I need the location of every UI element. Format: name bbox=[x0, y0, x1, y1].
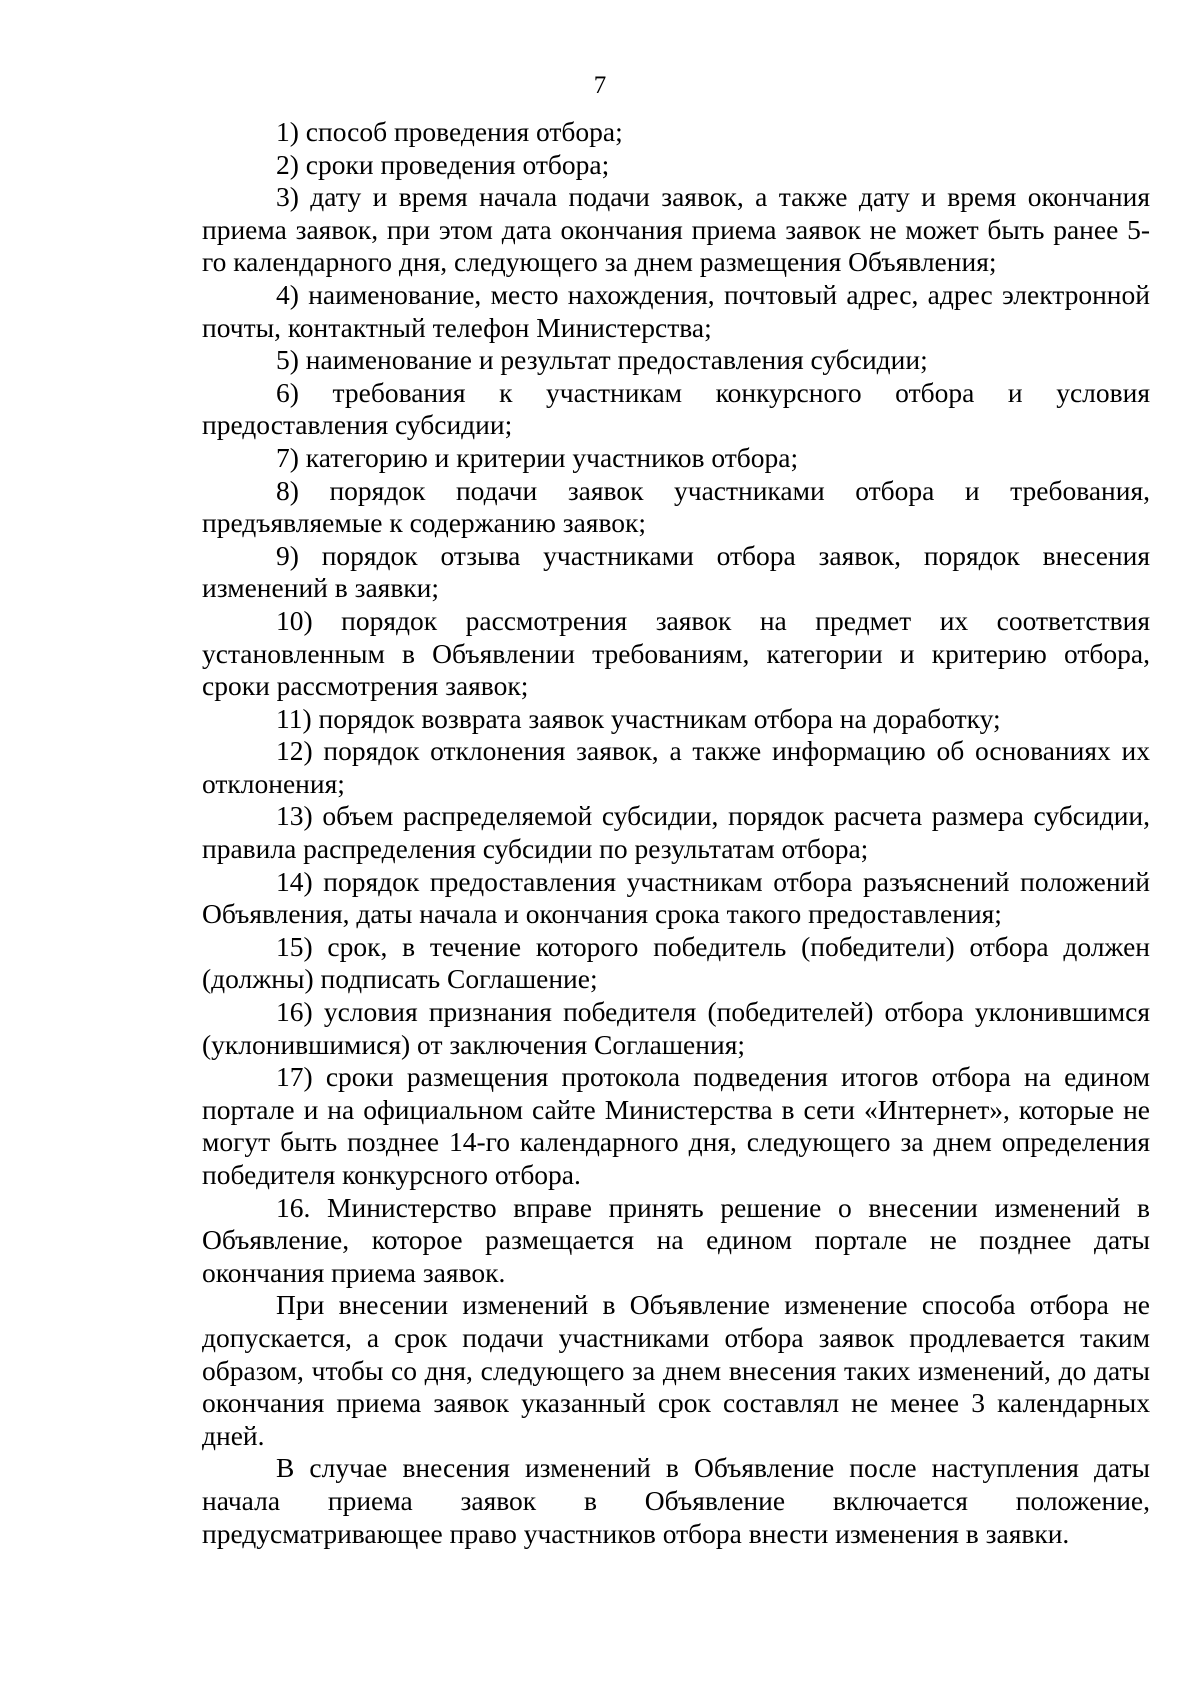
list-item-2: 2) сроки проведения отбора; bbox=[276, 148, 610, 180]
clause-16: 16. Министерство вправе принять решение о внесении изменений в Объявление, которое размещается на едином портале не позднее даты окончания приема заявок. bbox=[202, 1191, 1150, 1288]
list-item-1: 1) способ проведения отбора; bbox=[276, 116, 623, 147]
list-item-13: 13) объем распределяемой субсидии, порядок расчета размера субсидии, правила распределения субсидии по результатам отбора; bbox=[202, 800, 1150, 865]
body-paragraph: В случае внесения изменений в Объявление после наступления даты начала приема заявок в Объявление включается положение, предусматривающее право участников отбора внести изменения в заявки. bbox=[202, 1452, 1150, 1549]
list-item-15: 15) срок, в течение которого победитель (победители) отбора должен (должны) подписать Соглашение; bbox=[202, 930, 1150, 995]
list-item-16: 16) условия признания победителя (победителей) отбора уклонившимся (уклонившимися) от заключения Соглашения; bbox=[202, 996, 1150, 1060]
list-item-14: 14) порядок предоставления участникам отбора разъяснений положений Объявления, даты начала и окончания срока такого предоставления; bbox=[202, 865, 1150, 930]
page-number: 7 bbox=[593, 72, 607, 99]
document-body bbox=[202, 116, 1150, 1550]
list-item-11: 11) порядок возврата заявок участникам отбора на доработку; bbox=[276, 702, 1001, 734]
list-item-9: 9) порядок отзыва участниками отбора заявок, порядок внесения изменений в заявки; bbox=[202, 539, 1150, 604]
list-item-10: 10) порядок рассмотрения заявок на предмет их соответствия установленным в Объявлении требованиям, категории и критерию отбора, сроки рассмотрения заявок; bbox=[202, 604, 1150, 702]
list-item-8: 8) порядок подачи заявок участниками отбора и требования, предъявляемые к содержанию заявок; bbox=[202, 474, 1150, 539]
list-item-17: 17) сроки размещения протокола подведения итогов отбора на едином портале и на официальном сайте Министерства в сети «Интернет», которые не могут быть позднее 14-го календарного дня, следующего за днем определения победителя конкурсного отбора. bbox=[202, 1061, 1150, 1190]
list-item-6: 6) требования к участникам конкурсного отбора и условия предоставления субсидии; bbox=[202, 376, 1150, 441]
list-item-4: 4) наименование, место нахождения, почтовый адрес, адрес электронной почты, контактный телефон Министерства; bbox=[202, 278, 1150, 343]
body-paragraph: При внесении изменений в Объявление изменение способа отбора не допускается, а срок подачи участниками отбора заявок продлевается таким образом, чтобы со дня, следующего за днем внесения таких изменений, до даты окончания приема заявок указанный срок составлял не менее 3 календарных дней. bbox=[202, 1289, 1150, 1451]
list-item-3: 3) дату и время начала подачи заявок, а также дату и время окончания приема заявок, при этом дата окончания приема заявок не может быть ранее 5-го календарного дня, следующего за днем размещения Объявления; bbox=[202, 181, 1150, 278]
list-item-12: 12) порядок отклонения заявок, а также информацию об основаниях их отклонения; bbox=[202, 735, 1150, 799]
list-item-7: 7) категорию и критерии участников отбора; bbox=[276, 441, 799, 473]
list-item-5: 5) наименование и результат предоставления субсидии; bbox=[276, 344, 928, 376]
